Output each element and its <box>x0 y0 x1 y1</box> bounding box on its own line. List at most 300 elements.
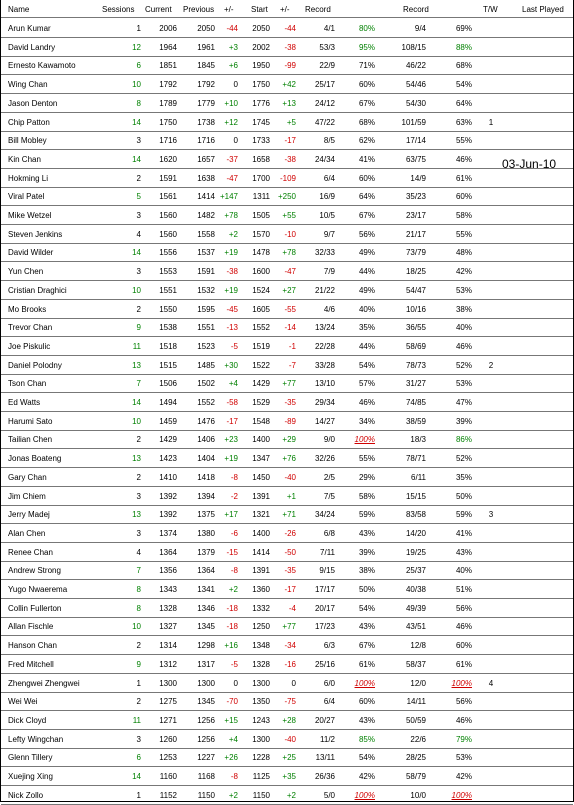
delta-start: -35 <box>284 398 296 407</box>
table-row[interactable] <box>1 93 573 113</box>
previous-rating: 1394 <box>197 491 215 501</box>
delta-previous: -5 <box>230 659 238 669</box>
overall-record: 19/25 <box>405 547 426 557</box>
player-name: Tson Chan <box>8 379 47 389</box>
delta-start: +27 <box>282 285 296 295</box>
delta-start: -55 <box>284 304 296 314</box>
current-rating: 1789 <box>159 98 177 108</box>
table-row[interactable] <box>1 186 573 206</box>
sessions-cell: 8 <box>136 98 141 108</box>
header-start[interactable]: Start <box>251 5 268 14</box>
delta-previous: -2 <box>230 491 238 501</box>
overall-pct: 46% <box>455 715 472 725</box>
sessions-cell: 2 <box>136 472 141 482</box>
table-row[interactable] <box>1 261 573 281</box>
table-row[interactable] <box>1 729 573 749</box>
start-rating: 1745 <box>252 117 270 127</box>
delta-start: -44 <box>284 24 296 33</box>
session-pct: 42% <box>358 772 375 781</box>
table-row[interactable] <box>1 373 573 393</box>
current-rating: 1538 <box>159 323 177 333</box>
table-row[interactable] <box>1 336 573 356</box>
table-row[interactable] <box>1 74 573 94</box>
start-rating: 1529 <box>252 398 270 407</box>
delta-start: -35 <box>284 566 296 576</box>
previous-rating: 1300 <box>197 678 215 688</box>
sessions-cell: 3 <box>136 528 141 538</box>
table-row[interactable] <box>1 691 573 711</box>
session-record: 6/4 <box>323 697 335 707</box>
player-name: Xuejing Xing <box>8 772 53 781</box>
current-rating: 1429 <box>159 435 177 445</box>
delta-start: -16 <box>284 659 296 669</box>
previous-rating: 1482 <box>197 211 215 220</box>
session-pct: 100% <box>354 678 375 688</box>
overall-record: 38/59 <box>405 416 426 426</box>
session-record: 6/0 <box>323 678 335 688</box>
table-row[interactable] <box>1 486 573 506</box>
session-record: 9/15 <box>319 566 335 576</box>
table-row[interactable] <box>1 112 573 132</box>
start-rating: 1700 <box>252 173 270 183</box>
delta-previous: +23 <box>224 435 238 445</box>
current-rating: 1300 <box>159 678 177 688</box>
delta-start: +42 <box>282 80 296 90</box>
current-rating: 1392 <box>159 510 177 520</box>
table-row[interactable] <box>1 355 573 375</box>
player-name: Trevor Chan <box>8 323 53 333</box>
delta-start: -89 <box>284 416 296 426</box>
session-record: 29/34 <box>314 398 335 407</box>
sessions-cell: 8 <box>136 603 141 613</box>
overall-record: 54/47 <box>405 285 426 295</box>
overall-record: 58/69 <box>405 341 426 351</box>
current-rating: 1515 <box>159 360 177 370</box>
previous-rating: 1523 <box>197 341 215 351</box>
session-record: 4/6 <box>323 304 335 314</box>
previous-rating: 1961 <box>197 42 215 52</box>
table-row[interactable] <box>1 673 573 693</box>
overall-pct: 47% <box>455 398 472 407</box>
player-name: Mike Wetzel <box>8 211 52 220</box>
start-rating: 1524 <box>252 285 270 295</box>
overall-pct: 38% <box>455 304 472 314</box>
current-rating: 1716 <box>159 136 177 146</box>
table-row[interactable] <box>1 168 573 188</box>
sessions-cell: 14 <box>132 117 141 127</box>
session-record: 6/3 <box>323 641 335 651</box>
current-rating: 1620 <box>159 154 177 164</box>
sessions-cell: 2 <box>136 641 141 651</box>
session-pct: 58% <box>358 491 375 501</box>
session-pct: 43% <box>358 715 375 725</box>
player-name: Andrew Strong <box>8 566 61 576</box>
overall-record: 15/15 <box>405 491 426 501</box>
session-pct: 49% <box>358 285 375 295</box>
previous-rating: 1298 <box>197 641 215 651</box>
start-rating: 2050 <box>252 24 270 33</box>
session-pct: 54% <box>358 360 375 370</box>
overall-pct: 42% <box>455 772 472 781</box>
current-rating: 1494 <box>159 398 177 407</box>
overall-record: 36/55 <box>405 323 426 333</box>
player-name: Alan Chen <box>8 528 46 538</box>
overall-pct: 56% <box>455 603 472 613</box>
start-rating: 1400 <box>252 528 270 538</box>
start-rating: 1228 <box>252 753 270 763</box>
table-row[interactable] <box>1 635 573 655</box>
table-row[interactable] <box>1 37 573 57</box>
last-played-date: 03-Jun-10 <box>502 157 557 171</box>
player-name: Jonas Boateng <box>8 454 62 464</box>
current-rating: 1851 <box>159 61 177 71</box>
session-pct: 60% <box>358 173 375 183</box>
current-rating: 1327 <box>159 622 177 632</box>
table-row[interactable] <box>1 616 573 636</box>
table-row[interactable] <box>1 411 573 431</box>
table-row[interactable] <box>1 579 573 599</box>
session-record: 22/9 <box>319 61 335 71</box>
session-pct: 54% <box>358 753 375 763</box>
overall-record: 101/59 <box>401 117 426 127</box>
session-record: 17/17 <box>314 585 335 594</box>
start-rating: 1750 <box>252 80 270 90</box>
start-rating: 1400 <box>252 435 270 445</box>
overall-pct: 55% <box>455 136 472 146</box>
tw-cell: 3 <box>488 510 494 520</box>
sessions-cell: 11 <box>132 715 141 725</box>
session-record: 17/23 <box>314 622 335 632</box>
overall-record: 54/30 <box>405 98 426 108</box>
overall-record: 108/15 <box>401 42 426 52</box>
overall-record: 14/20 <box>405 528 426 538</box>
previous-rating: 2050 <box>197 24 215 33</box>
table-row[interactable] <box>1 392 573 412</box>
header-delta-start[interactable]: +/- <box>280 5 290 14</box>
player-name: Gary Chan <box>8 472 47 482</box>
current-rating: 1271 <box>159 715 177 725</box>
session-pct: 43% <box>358 528 375 538</box>
session-pct: 71% <box>358 61 375 71</box>
previous-rating: 1341 <box>197 585 215 594</box>
session-pct: 29% <box>358 472 375 482</box>
delta-previous: +2 <box>228 790 238 800</box>
session-record: 13/11 <box>315 753 335 763</box>
table-row[interactable] <box>1 654 573 674</box>
sessions-cell: 1 <box>136 24 141 33</box>
overall-record: 21/17 <box>405 229 426 239</box>
previous-rating: 1168 <box>197 772 215 781</box>
overall-pct: 79% <box>455 734 472 744</box>
overall-record: 9/4 <box>414 24 426 33</box>
delta-start: -38 <box>284 154 296 164</box>
session-record: 5/0 <box>323 790 335 800</box>
player-name: Jason Denton <box>8 98 58 108</box>
session-record: 25/16 <box>314 659 335 669</box>
session-pct: 64% <box>358 192 375 202</box>
current-rating: 1551 <box>159 285 177 295</box>
previous-rating: 1532 <box>197 285 215 295</box>
start-rating: 1570 <box>252 229 270 239</box>
overall-pct: 61% <box>455 659 472 669</box>
table-row[interactable] <box>1 280 573 300</box>
table-row[interactable] <box>1 560 573 580</box>
table-row[interactable] <box>1 205 573 225</box>
session-pct: 100% <box>354 435 375 445</box>
session-pct: 35% <box>358 323 375 333</box>
delta-start: -50 <box>284 547 296 557</box>
current-rating: 1561 <box>159 192 177 202</box>
session-pct: 49% <box>358 248 375 258</box>
start-rating: 1605 <box>252 304 270 314</box>
delta-start: +5 <box>286 117 296 127</box>
session-pct: 54% <box>358 603 375 613</box>
delta-previous: +10 <box>224 98 238 108</box>
overall-pct: 88% <box>455 42 472 52</box>
overall-pct: 100% <box>451 790 472 800</box>
player-name: Bill Mobley <box>8 136 47 146</box>
session-record: 7/9 <box>323 267 335 277</box>
start-rating: 1478 <box>252 248 270 258</box>
current-rating: 1459 <box>159 416 177 426</box>
table-row[interactable] <box>1 504 573 524</box>
overall-pct: 46% <box>455 341 472 351</box>
overall-pct: 69% <box>455 24 472 33</box>
header-sessions[interactable]: Sessions <box>102 5 135 14</box>
session-record: 33/28 <box>314 360 335 370</box>
start-rating: 1328 <box>252 659 270 669</box>
session-pct: 60% <box>358 697 375 707</box>
delta-start: -10 <box>284 229 296 239</box>
overall-record: 31/27 <box>405 379 426 389</box>
delta-previous: -13 <box>226 323 238 333</box>
delta-start: +71 <box>282 510 296 520</box>
overall-pct: 63% <box>455 117 472 127</box>
session-record: 20/17 <box>314 603 335 613</box>
current-rating: 1160 <box>159 772 177 781</box>
overall-record: 17/14 <box>405 136 426 146</box>
table-row[interactable] <box>1 242 573 262</box>
table-row[interactable] <box>1 55 573 75</box>
session-pct: 67% <box>358 98 375 108</box>
session-pct: 85% <box>358 734 375 744</box>
current-rating: 1343 <box>159 585 177 594</box>
overall-record: 83/58 <box>405 510 426 520</box>
delta-start: -17 <box>284 585 296 594</box>
sessions-cell: 3 <box>136 491 141 501</box>
table-row[interactable] <box>1 448 573 468</box>
session-pct: 67% <box>358 211 375 220</box>
player-name: Cristian Draghici <box>8 285 67 295</box>
header-current[interactable]: Current <box>145 5 172 14</box>
delta-previous: +19 <box>224 285 238 295</box>
previous-rating: 1779 <box>197 98 215 108</box>
delta-start: +35 <box>282 772 296 781</box>
table-row[interactable] <box>1 747 573 767</box>
overall-pct: 40% <box>455 566 472 576</box>
overall-record: 58/37 <box>405 659 426 669</box>
previous-rating: 1345 <box>197 622 215 632</box>
player-name: Viral Patel <box>8 192 45 202</box>
header-delta-previous[interactable]: +/- <box>224 5 234 14</box>
header-record[interactable]: Record <box>305 5 331 14</box>
header-last-played[interactable]: Last Played <box>522 5 564 14</box>
player-name: Renee Chan <box>8 547 53 557</box>
table-row[interactable] <box>1 18 573 38</box>
overall-pct: 52% <box>455 454 472 464</box>
table-row[interactable] <box>1 130 573 150</box>
table-row[interactable] <box>1 429 573 449</box>
delta-previous: +19 <box>224 454 238 464</box>
overall-record: 28/25 <box>405 753 426 763</box>
overall-record: 49/39 <box>405 603 426 613</box>
sessions-cell: 11 <box>132 341 141 351</box>
sessions-cell: 7 <box>136 379 141 389</box>
table-row[interactable] <box>1 523 573 543</box>
delta-start: +77 <box>282 622 296 632</box>
previous-rating: 1551 <box>197 323 215 333</box>
delta-start: +29 <box>282 435 296 445</box>
delta-previous: 0 <box>233 678 238 688</box>
session-record: 7/5 <box>323 491 335 501</box>
previous-rating: 1537 <box>197 248 215 258</box>
session-pct: 34% <box>358 416 375 426</box>
previous-rating: 1595 <box>197 304 215 314</box>
previous-rating: 1738 <box>197 117 215 127</box>
delta-previous: -37 <box>226 154 238 164</box>
delta-previous: +19 <box>224 248 238 258</box>
overall-pct: 42% <box>455 267 472 277</box>
sessions-cell: 4 <box>136 229 141 239</box>
session-record: 6/4 <box>323 173 335 183</box>
start-rating: 1429 <box>252 379 270 389</box>
session-record: 13/24 <box>314 323 335 333</box>
previous-rating: 1256 <box>197 715 215 725</box>
session-pct: 41% <box>358 154 375 164</box>
overall-pct: 55% <box>455 229 472 239</box>
overall-record: 78/73 <box>405 360 426 370</box>
previous-rating: 1380 <box>197 528 215 538</box>
header-tw[interactable]: T/W <box>483 5 498 14</box>
table-row[interactable] <box>1 766 573 786</box>
player-name: Steven Jenkins <box>8 229 63 239</box>
delta-previous: -17 <box>226 416 238 426</box>
delta-start: +13 <box>282 98 296 108</box>
session-record: 10/5 <box>319 211 335 220</box>
player-name: David Landry <box>8 42 56 52</box>
session-pct: 59% <box>358 510 375 520</box>
overall-record: 14/9 <box>410 173 426 183</box>
sessions-cell: 1 <box>136 790 141 800</box>
start-rating: 1350 <box>252 697 270 707</box>
table-row[interactable] <box>1 710 573 730</box>
player-name: Ernesto Kawamoto <box>8 61 76 71</box>
delta-start: -17 <box>284 136 296 146</box>
sessions-cell: 3 <box>136 267 141 277</box>
player-name: Nick Zollo <box>8 790 44 800</box>
table-row[interactable] <box>1 299 573 319</box>
session-pct: 67% <box>358 641 375 651</box>
sessions-cell: 13 <box>132 454 141 464</box>
overall-record: 22/6 <box>410 734 426 744</box>
overall-record: 58/79 <box>405 772 426 781</box>
table-row[interactable] <box>1 467 573 487</box>
session-record: 24/34 <box>314 154 335 164</box>
delta-previous: +30 <box>224 360 238 370</box>
sessions-cell: 14 <box>132 248 141 258</box>
table-row[interactable] <box>1 224 573 244</box>
previous-rating: 1317 <box>197 659 215 669</box>
overall-record: 74/85 <box>405 398 426 407</box>
tw-cell: 2 <box>488 360 494 370</box>
current-rating: 1364 <box>159 547 177 557</box>
start-rating: 1776 <box>252 98 270 108</box>
delta-start: +2 <box>286 790 296 800</box>
player-name: Zhengwei Zhengwei <box>8 678 80 688</box>
table-row[interactable] <box>1 317 573 337</box>
session-record: 21/22 <box>314 285 335 295</box>
delta-start: 0 <box>291 678 296 688</box>
header-record-overall[interactable]: Record <box>403 5 429 14</box>
player-name: Joe Piskulic <box>8 341 51 351</box>
session-pct: 44% <box>358 267 375 277</box>
overall-record: 10/0 <box>410 790 426 800</box>
sessions-cell: 3 <box>136 136 141 146</box>
current-rating: 1964 <box>159 42 177 52</box>
delta-previous: -6 <box>230 528 238 538</box>
delta-start: -7 <box>288 360 296 370</box>
table-row[interactable] <box>1 149 573 169</box>
session-pct: 40% <box>358 304 375 314</box>
session-record: 32/33 <box>314 248 335 258</box>
current-rating: 1750 <box>159 117 177 127</box>
delta-previous: +4 <box>228 379 238 389</box>
header-previous[interactable]: Previous <box>183 5 215 14</box>
tw-cell: 1 <box>488 117 494 127</box>
player-name: Allan Fischle <box>8 622 54 632</box>
overall-record: 12/0 <box>410 678 426 688</box>
sessions-cell: 10 <box>132 285 141 295</box>
overall-pct: 53% <box>455 285 472 295</box>
previous-rating: 1418 <box>197 472 215 482</box>
overall-pct: 86% <box>455 435 472 445</box>
table-row[interactable] <box>1 542 573 562</box>
header-name[interactable]: Name <box>8 5 30 14</box>
previous-rating: 1256 <box>197 734 215 744</box>
delta-start: -1 <box>288 341 296 351</box>
current-rating: 1312 <box>159 659 177 669</box>
delta-previous: -8 <box>230 566 238 576</box>
start-rating: 1348 <box>252 641 270 651</box>
session-pct: 56% <box>358 229 375 239</box>
delta-previous: -38 <box>226 267 238 277</box>
start-rating: 1505 <box>252 211 270 220</box>
previous-rating: 1558 <box>197 229 215 239</box>
session-pct: 62% <box>358 136 375 146</box>
player-name: Wei Wei <box>8 697 38 707</box>
session-record: 47/22 <box>314 117 335 127</box>
player-name: Hanson Chan <box>8 641 57 651</box>
current-rating: 1556 <box>159 248 177 258</box>
previous-rating: 1364 <box>197 566 215 576</box>
previous-rating: 1845 <box>197 61 215 71</box>
overall-record: 23/17 <box>405 211 426 220</box>
table-row[interactable] <box>1 598 573 618</box>
sessions-cell: 10 <box>132 80 141 90</box>
sessions-cell: 5 <box>136 192 141 202</box>
start-rating: 1548 <box>252 416 270 426</box>
start-rating: 1600 <box>252 267 270 277</box>
